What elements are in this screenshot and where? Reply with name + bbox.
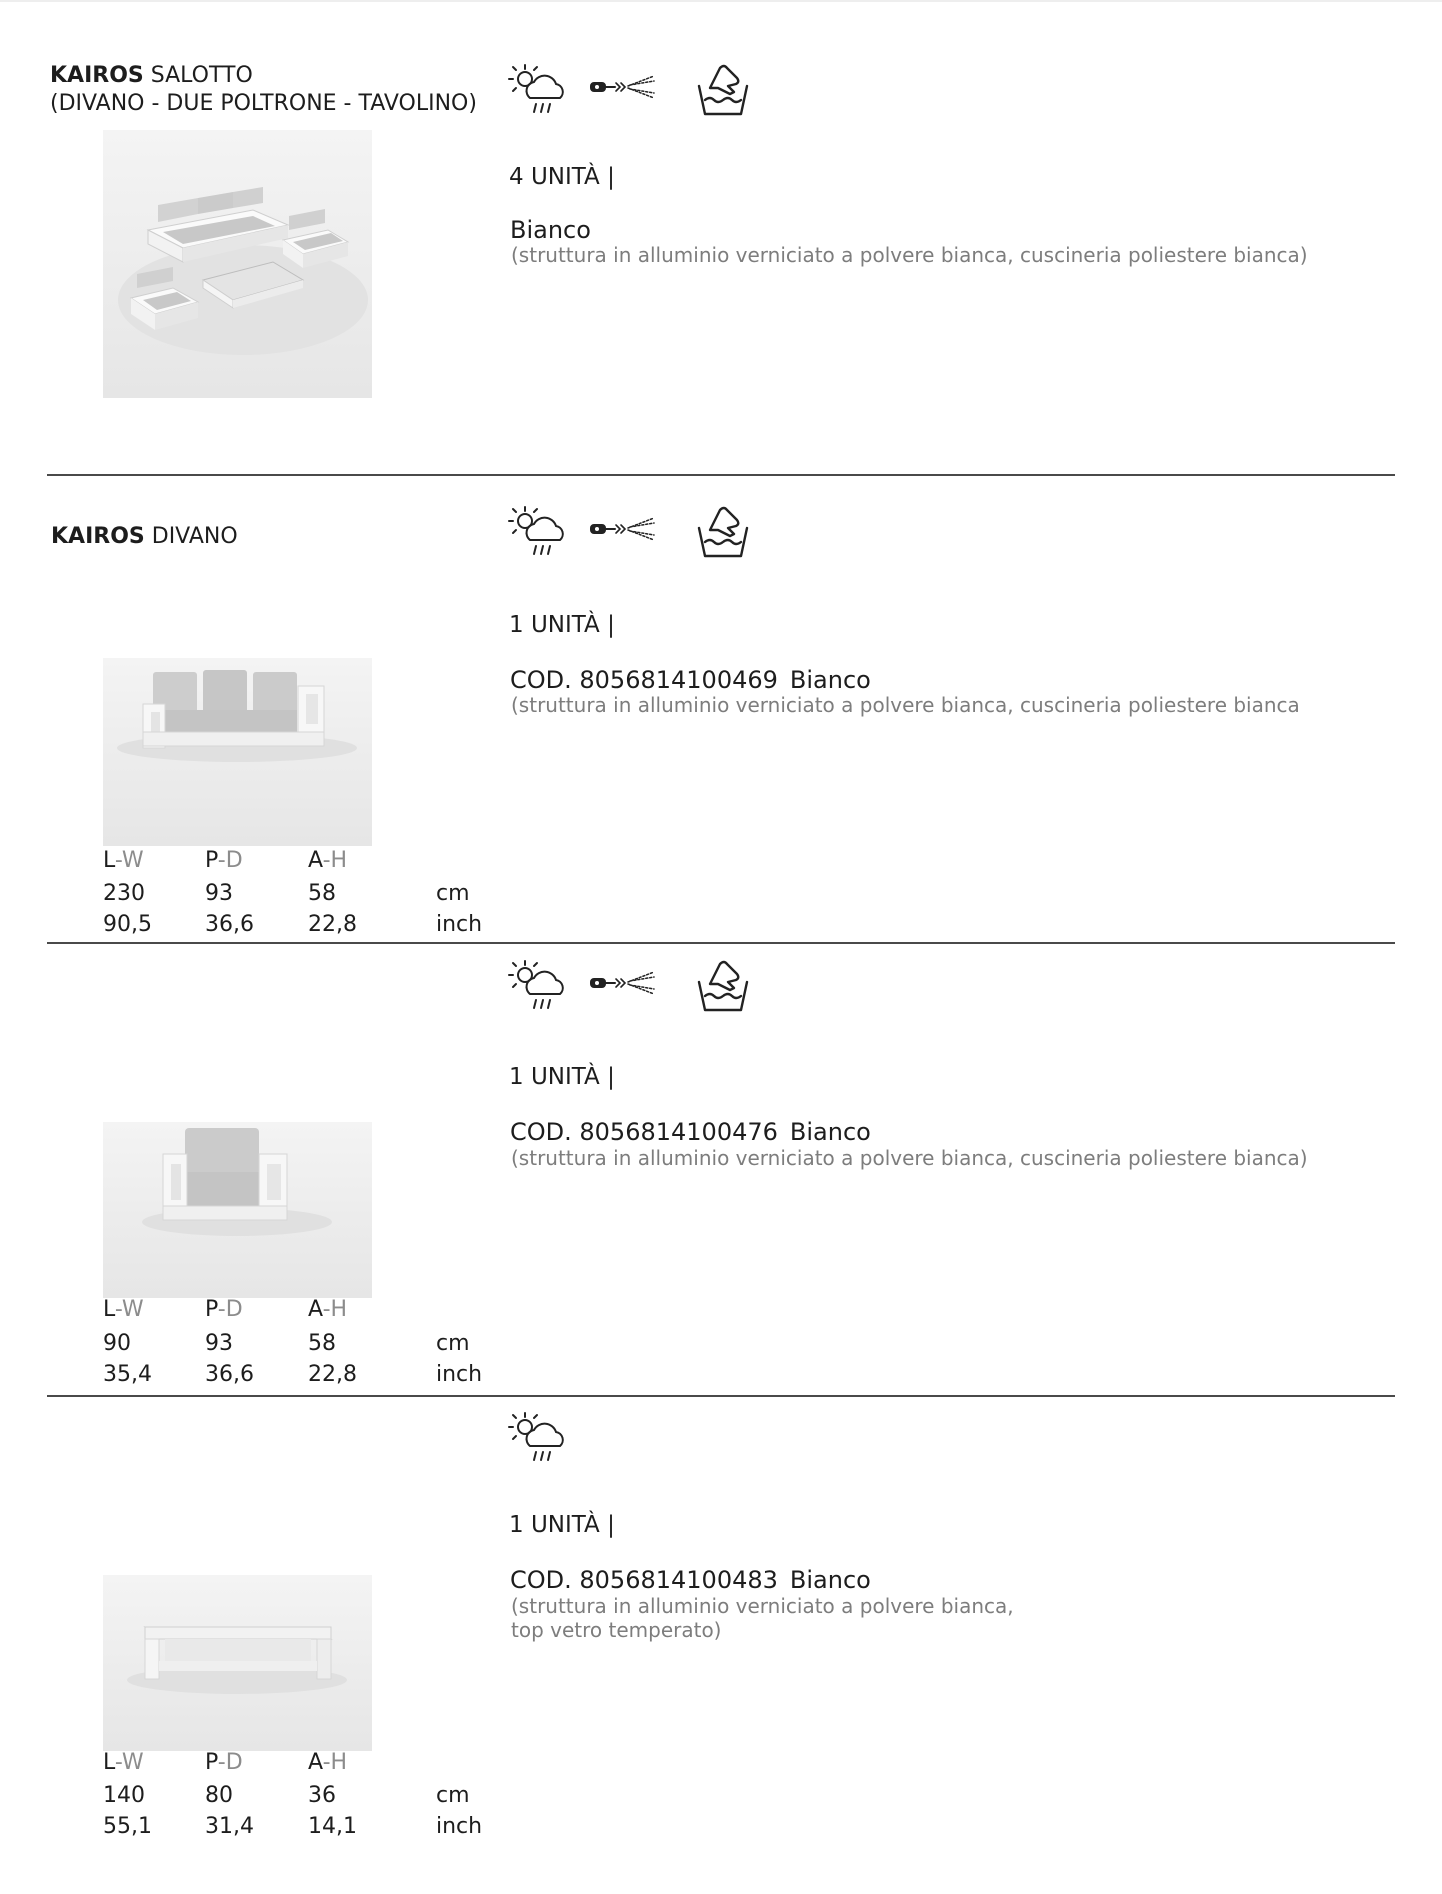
color-line [510,216,591,244]
dim-header-depth: P-D [205,1297,243,1322]
product-description [511,693,1300,717]
dim-height-inch: 14,1 [308,1814,357,1839]
dim-height-cm: 36 [308,1783,336,1808]
dim-header-width: L-W [103,1297,144,1322]
weather-resistant-icon [508,1410,570,1464]
product-image-salotto [103,130,372,398]
brand-name: KAIROS [51,524,145,549]
top-edge-rule [0,0,1442,2]
dim-unit-inch: inch [436,912,483,937]
description-line: (struttura in alluminio verniciato a polvere bianca, cuscineria poliestere bianca [511,693,1300,717]
zip-removable-icon [590,74,656,100]
hand-wash-icon [696,62,752,118]
color-name: Bianco [789,1566,871,1594]
product-code: COD. 8056814100476 [510,1118,778,1146]
color-name: Bianco [789,1118,871,1146]
units-count: 4 UNITÀ | [509,164,615,190]
dim-depth-inch: 36,6 [205,1362,254,1387]
section-divider [47,942,1395,944]
product-subtitle: (DIVANO - DUE POLTRONE - TAVOLINO) [50,91,477,116]
section-2-title [51,523,238,551]
dim-width-cm: 90 [103,1331,131,1356]
description-line: top vetro temperato) [511,1618,722,1642]
section-divider [47,1395,1395,1397]
dim-width-inch: 90,5 [103,912,152,937]
description-line: (struttura in alluminio verniciato a polvere bianca, cuscineria poliestere bianca) [511,1146,1308,1170]
hand-wash-icon [696,958,752,1014]
dim-depth-inch: 36,6 [205,912,254,937]
section-1-title [50,62,477,118]
dim-depth-cm: 80 [205,1783,233,1808]
dim-height-inch: 22,8 [308,1362,357,1387]
dim-unit-inch: inch [436,1814,483,1839]
dim-header-width: L-W [103,848,144,873]
product-description [511,1594,1014,1642]
description-line: (struttura in alluminio verniciato a polvere bianca, cuscineria poliestere bianca) [511,243,1308,267]
dim-unit-cm: cm [436,1331,470,1356]
color-name: Bianco [510,216,591,244]
section-divider [47,474,1395,476]
dim-depth-cm: 93 [205,881,233,906]
brand-name: KAIROS [50,63,144,88]
dim-header-height: A-H [308,1297,348,1322]
units-count: 1 UNITÀ | [509,1512,615,1538]
dim-unit-cm: cm [436,881,470,906]
dim-depth-inch: 31,4 [205,1814,254,1839]
dim-width-cm: 230 [103,881,145,906]
dim-height-cm: 58 [308,1331,336,1356]
weather-resistant-icon [508,504,570,558]
product-name: SALOTTO [150,63,253,88]
code-color-line [510,1566,871,1594]
dim-width-inch: 55,1 [103,1814,152,1839]
dim-header-width: L-W [103,1750,144,1775]
units-count: 1 UNITÀ | [509,612,615,638]
dim-header-height: A-H [308,848,348,873]
dim-width-inch: 35,4 [103,1362,152,1387]
product-image-tavolino [103,1575,372,1751]
product-description [511,1146,1308,1170]
dim-height-inch: 22,8 [308,912,357,937]
hand-wash-icon [696,504,752,560]
product-code: COD. 8056814100483 [510,1566,778,1594]
zip-removable-icon [590,970,656,996]
dim-header-depth: P-D [205,1750,243,1775]
code-color-line [510,1118,871,1146]
product-image-poltrona [103,1122,372,1298]
product-name: DIVANO [151,524,238,549]
code-color-line [510,666,871,694]
product-description [511,243,1308,267]
dim-height-cm: 58 [308,881,336,906]
dim-unit-inch: inch [436,1362,483,1387]
color-name: Bianco [789,666,871,694]
dim-header-height: A-H [308,1750,348,1775]
dim-depth-cm: 93 [205,1331,233,1356]
dim-unit-cm: cm [436,1783,470,1808]
product-code: COD. 8056814100469 [510,666,778,694]
units-count: 1 UNITÀ | [509,1064,615,1090]
description-line: (struttura in alluminio verniciato a polvere bianca, [511,1594,1014,1618]
product-image-divano [103,658,372,846]
weather-resistant-icon [508,958,570,1012]
dim-width-cm: 140 [103,1783,145,1808]
zip-removable-icon [590,516,656,542]
dim-header-depth: P-D [205,848,243,873]
weather-resistant-icon [508,62,570,116]
